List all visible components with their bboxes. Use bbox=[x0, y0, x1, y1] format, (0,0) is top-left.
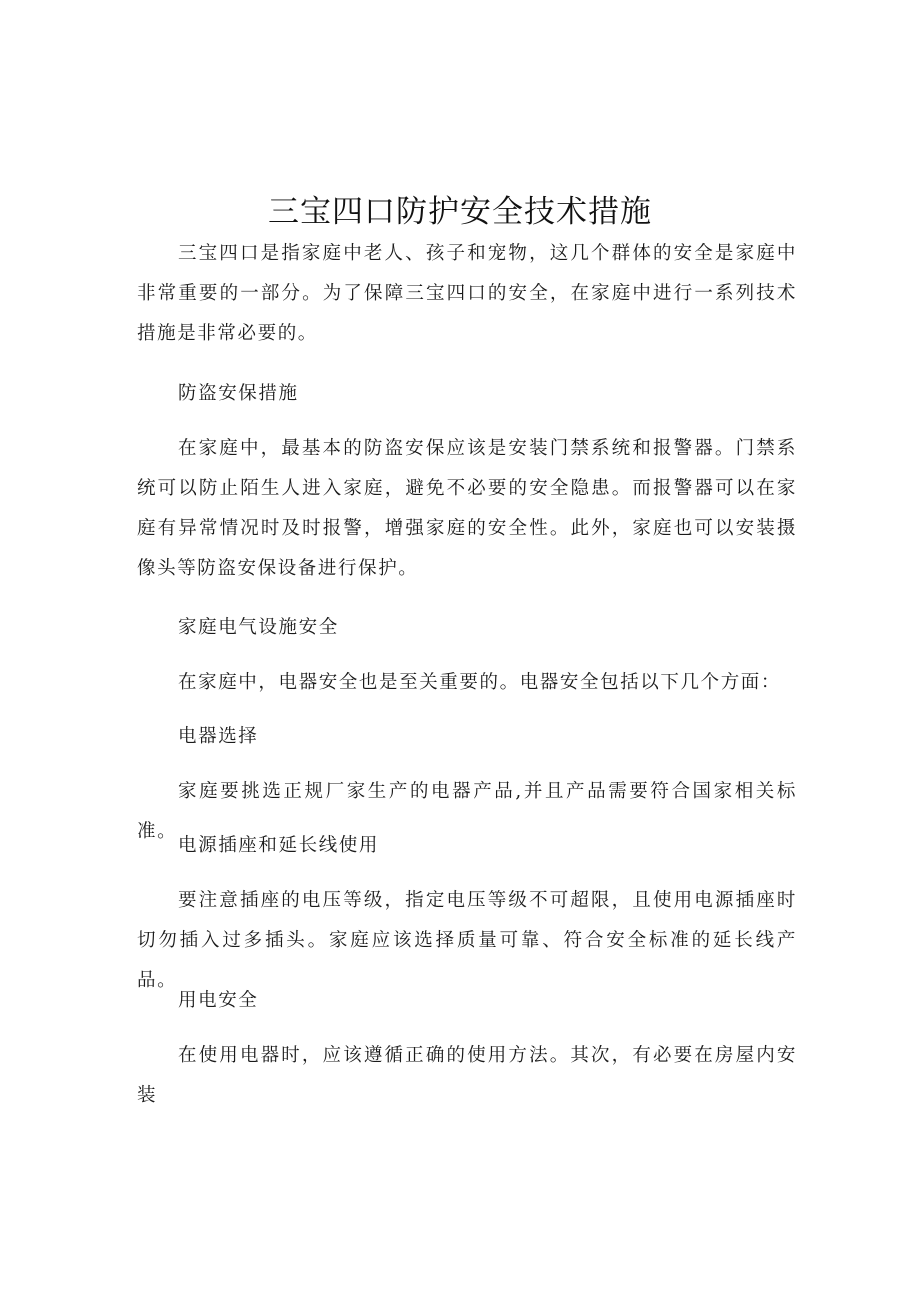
electrical-safety-paragraph: 在使用电器时，应该遵循正确的使用方法。其次，有必要在房屋内安装 bbox=[137, 1045, 797, 1106]
section-heading-electrical: 家庭电气设施安全 bbox=[178, 617, 339, 638]
electrical-intro-paragraph: 在家庭中，电器安全也是至关重要的。电器安全包括以下几个方面： bbox=[178, 672, 782, 693]
subheading-appliance-selection: 电器选择 bbox=[178, 726, 259, 747]
subheading-electrical-safety: 用电安全 bbox=[178, 990, 259, 1011]
subheading-sockets-extension: 电源插座和延长线使用 bbox=[178, 835, 380, 856]
sockets-extension-paragraph: 要注意插座的电压等级，指定电压等级不可超限，且使用电源插座时切勿插入过多插头。家庭应该选择质量可靠、符合安全标准的延长线产品。 bbox=[137, 890, 797, 991]
section-heading-anti-theft: 防盗安保措施 bbox=[178, 383, 299, 404]
appliance-selection-paragraph: 家庭要挑选正规厂家生产的电器产品,并且产品需要符合国家相关标准。 bbox=[137, 781, 797, 842]
intro-paragraph: 三宝四口是指家庭中老人、孩子和宠物，这几个群体的安全是家庭中非常重要的一部分。为了保障三宝四口的安全，在家庭中进行一系列技术措施是非常必要的。 bbox=[137, 243, 797, 344]
anti-theft-paragraph: 在家庭中，最基本的防盗安保应该是安装门禁系统和报警器。门禁系统可以防止陌生人进入家庭，避免不必要的安全隐患。而报警器可以在家庭有异常情况时及时报警，增强家庭的安全性。此外，家庭也可以安装摄像头等防盗安保设备进行保护。 bbox=[137, 438, 797, 579]
document-title: 三宝四口防护安全技术措施 bbox=[268, 194, 652, 230]
